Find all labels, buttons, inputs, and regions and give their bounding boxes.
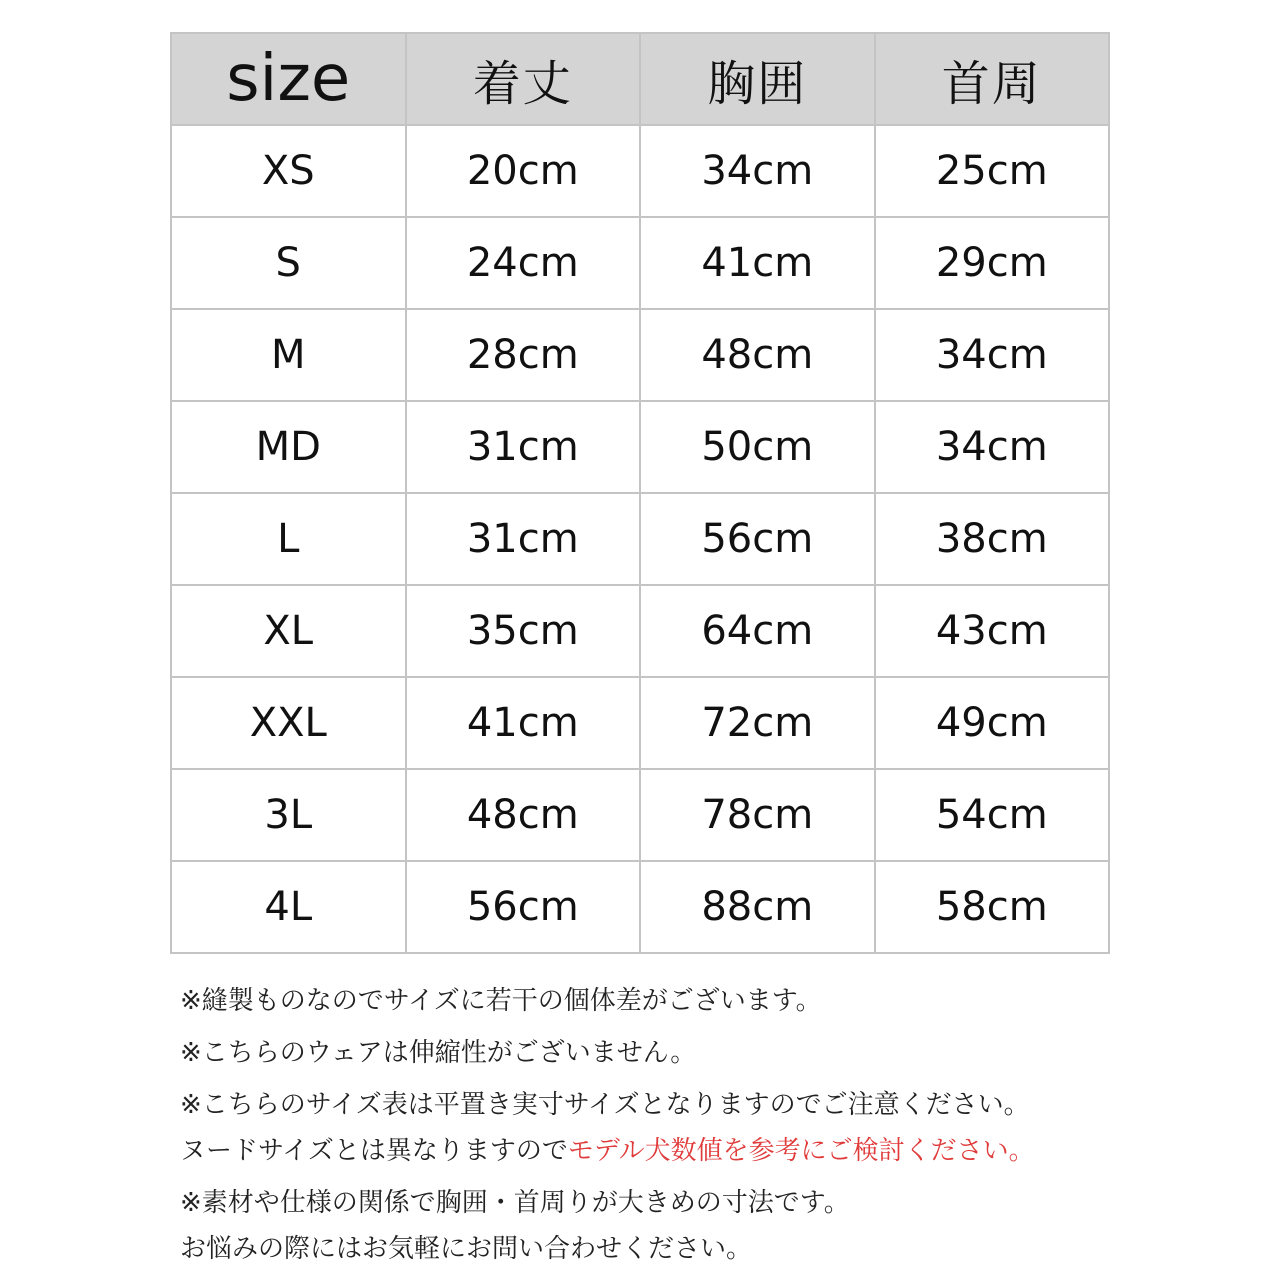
note-flat-measurement: ※こちらのサイズ表は平置き実寸サイズとなりますのでご注意ください。 (180, 1090, 1030, 1120)
size-cell: MD (171, 401, 406, 493)
size-table (170, 32, 1110, 954)
table-row (171, 769, 1109, 861)
neck-cell: 54cm (875, 769, 1110, 861)
length-cell: 31cm (406, 401, 641, 493)
table-row (171, 493, 1109, 585)
size-cell: XS (171, 125, 406, 217)
chest-cell: 72cm (640, 677, 875, 769)
size-cell: L (171, 493, 406, 585)
neck-cell: 38cm (875, 493, 1110, 585)
note-contact: お悩みの際にはお気軽にお問い合わせください。 (180, 1234, 753, 1264)
chest-cell: 78cm (640, 769, 875, 861)
length-cell: 35cm (406, 585, 641, 677)
size-cell: S (171, 217, 406, 309)
chest-cell: 50cm (640, 401, 875, 493)
size-cell: M (171, 309, 406, 401)
length-cell: 24cm (406, 217, 641, 309)
chest-cell: 48cm (640, 309, 875, 401)
note-nude-size-text: ヌードサイズとは異なりますので (180, 1136, 568, 1166)
size-cell: XXL (171, 677, 406, 769)
chest-cell: 34cm (640, 125, 875, 217)
neck-cell: 58cm (875, 861, 1110, 953)
column-header-size: size (171, 33, 406, 125)
neck-cell: 25cm (875, 125, 1110, 217)
neck-cell: 49cm (875, 677, 1110, 769)
length-cell: 56cm (406, 861, 641, 953)
chest-cell: 56cm (640, 493, 875, 585)
length-cell: 20cm (406, 125, 641, 217)
table-row (171, 125, 1109, 217)
notes-section (180, 978, 1180, 1272)
note-sewing-variation: ※縫製ものなのでサイズに若干の個体差がございます。 (180, 986, 822, 1016)
size-cell: 4L (171, 861, 406, 953)
column-header-chest: 胸囲 (640, 33, 875, 125)
note-material-fit: ※素材や仕様の関係で胸囲・首周りが大きめの寸法です。 (180, 1188, 850, 1218)
table-row (171, 401, 1109, 493)
chest-cell: 64cm (640, 585, 875, 677)
table-header-row (171, 33, 1109, 125)
column-header-length: 着丈 (406, 33, 641, 125)
neck-cell: 43cm (875, 585, 1110, 677)
size-cell: XL (171, 585, 406, 677)
neck-cell: 29cm (875, 217, 1110, 309)
table-row (171, 677, 1109, 769)
table-row (171, 585, 1109, 677)
length-cell: 41cm (406, 677, 641, 769)
note-nude-size (180, 1128, 1180, 1174)
size-cell: 3L (171, 769, 406, 861)
note-model-dog-highlight: モデル犬数値を参考にご検討ください。 (567, 1136, 1035, 1166)
length-cell: 48cm (406, 769, 641, 861)
chest-cell: 41cm (640, 217, 875, 309)
note-no-stretch: ※こちらのウェアは伸縮性がございません。 (180, 1038, 697, 1068)
table-row (171, 309, 1109, 401)
table-row (171, 217, 1109, 309)
chest-cell: 88cm (640, 861, 875, 953)
column-header-neck: 首周 (875, 33, 1110, 125)
neck-cell: 34cm (875, 401, 1110, 493)
neck-cell: 34cm (875, 309, 1110, 401)
length-cell: 31cm (406, 493, 641, 585)
length-cell: 28cm (406, 309, 641, 401)
table-row (171, 861, 1109, 953)
